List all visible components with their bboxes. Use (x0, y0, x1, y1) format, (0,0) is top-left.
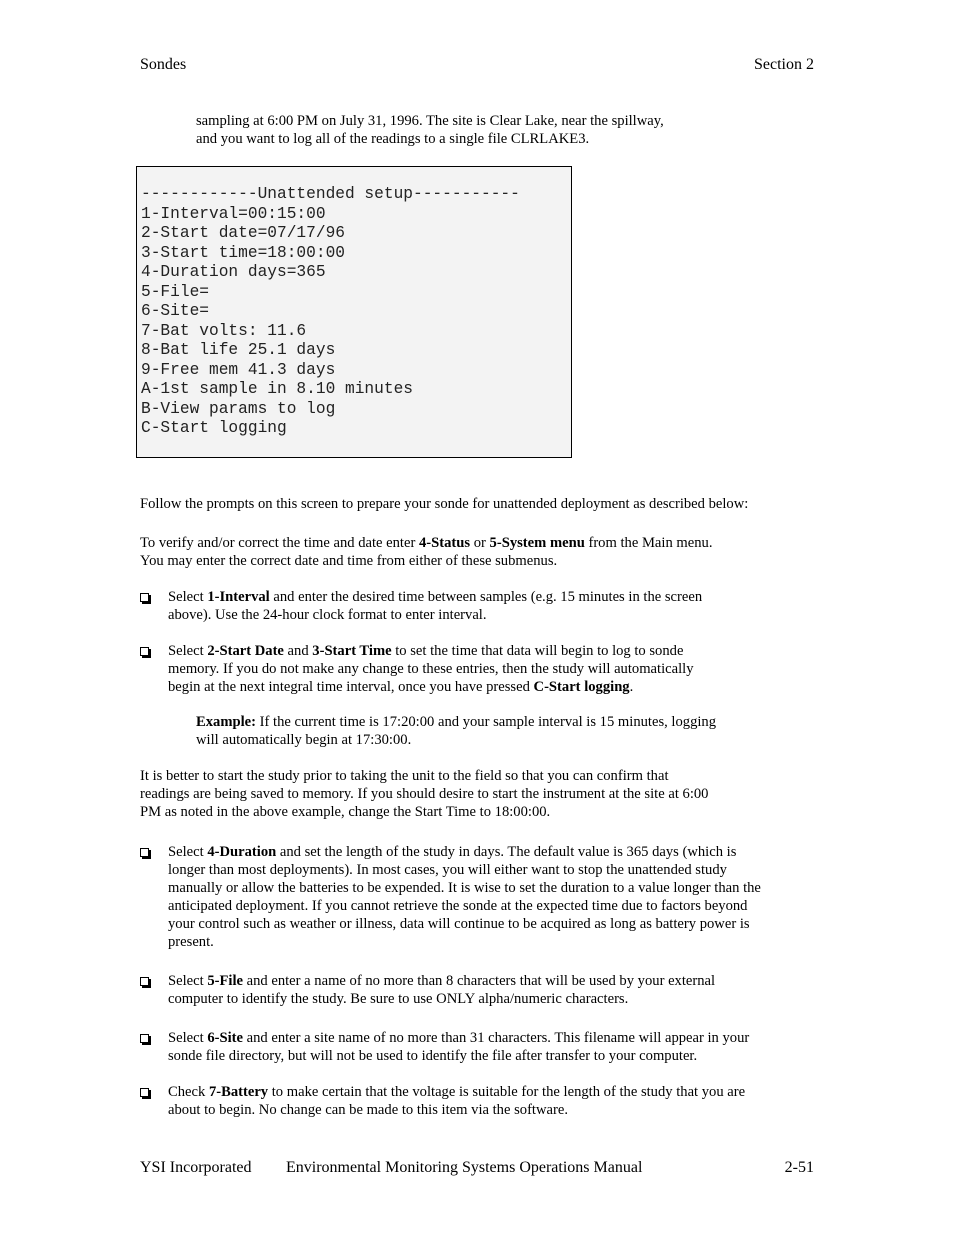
file-ref: 5-File (207, 973, 243, 989)
text: to make certain that the voltage is suitable for the length of the study that you are (268, 1084, 746, 1100)
bullet-line: about to begin. No change can be made to this item via the software. (168, 1102, 568, 1118)
checkbox-bullet-icon (140, 593, 149, 602)
follow-text: Follow the prompts on this screen to prepare your sonde for unattended deployment as described below: (140, 496, 749, 512)
checkbox-bullet-icon (140, 1034, 149, 1043)
bullet-battery (168, 1083, 745, 1119)
text: Select (168, 973, 208, 989)
bullet-interval (168, 588, 702, 624)
better-line: It is better to start the study prior to taking the unit to the field so that you can confirm that (140, 768, 669, 784)
bullet-line: above). Use the 24-hour clock format to enter interval. (168, 607, 487, 623)
text: If the current time is 17:20:00 and your sample interval is 15 minutes, logging (256, 714, 717, 730)
better-line: readings are being saved to memory. If you should desire to start the instrument at the site at 6:00 (140, 786, 709, 802)
interval-ref: 1-Interval (207, 589, 270, 605)
example-line: will automatically begin at 17:30:00. (196, 732, 412, 748)
bullet-start (168, 642, 694, 696)
bullet-line (168, 843, 761, 861)
checkbox-bullet-icon (140, 848, 149, 857)
intro-line: and you want to log all of the readings to a single file CLRLAKE3. (196, 131, 590, 147)
bullet-line (168, 678, 694, 696)
text: To verify and/or correct the time and date enter (140, 535, 419, 551)
duration-ref: 4-Duration (207, 844, 277, 860)
system-menu-ref: 5-System menu (489, 535, 585, 551)
example-label: Example: (196, 714, 256, 730)
start-date-ref: 2-Start Date (207, 643, 284, 659)
footer-company: YSI Incorporated (140, 1159, 252, 1176)
better-paragraph (140, 767, 708, 821)
example-line (196, 713, 716, 731)
terminal-line: B-View params to log (141, 399, 336, 418)
header-right: Section 2 (754, 56, 814, 73)
bullet-site (168, 1029, 749, 1065)
terminal-line: 4-Duration days=365 (141, 263, 326, 281)
text: Select (168, 589, 208, 605)
text: or (470, 535, 490, 551)
terminal-line: 8-Bat life 25.1 days (141, 341, 336, 359)
text: . (629, 679, 634, 695)
bullet-duration (168, 843, 761, 951)
checkbox-bullet-icon (140, 977, 149, 986)
text: Check (168, 1084, 209, 1100)
terminal-line: A-1st sample in 8.10 minutes (141, 380, 413, 398)
bullet-line: memory. If you do not make any change to these entries, then the study will automatically (168, 661, 694, 677)
text: Select (168, 1030, 208, 1046)
terminal-line: C-Start logging (141, 419, 287, 437)
text: and set the length of the study in days. The default value is 365 days (which is (276, 844, 737, 860)
bullet-line (168, 972, 715, 990)
verify-line-2: You may enter the correct date and time from either of these submenus. (140, 553, 558, 569)
verify-line-1 (140, 534, 712, 552)
intro-line: sampling at 6:00 PM on July 31, 1996. The site is Clear Lake, near the spillway, (196, 113, 664, 129)
text: Select (168, 844, 208, 860)
bullet-line: sonde file directory, but will not be used to identify the file after transfer to your computer. (168, 1048, 698, 1064)
bullet-line: your control such as weather or illness, data will continue to be acquired as long as battery power is (168, 916, 750, 932)
bullet-line: present. (168, 934, 214, 950)
checkbox-bullet-icon (140, 1088, 149, 1097)
battery-ref: 7-Battery (208, 1084, 269, 1100)
header-left: Sondes (140, 56, 187, 73)
better-line: PM as noted in the above example, change the Start Time to 18:00:00. (140, 804, 551, 820)
terminal-line: 7-Bat volts: 11.6 (141, 321, 307, 340)
start-logging-ref: C-Start logging (533, 679, 630, 695)
terminal-line: 6-Site= (141, 302, 209, 320)
terminal-line: 5-File= (141, 282, 209, 301)
bullet-line (168, 642, 694, 660)
example-paragraph (196, 713, 716, 749)
start-time-ref: 3-Start Time (312, 643, 392, 659)
text: Select (168, 643, 208, 659)
text: and enter a site name of no more than 31 characters. This filename will appear in your (242, 1030, 750, 1046)
terminal-line: 1-Interval=00:15:00 (141, 204, 326, 223)
intro-paragraph (196, 112, 664, 148)
terminal-line: ------------Unattended setup----------- (141, 185, 520, 203)
follow-paragraph (140, 495, 748, 513)
status-menu-ref: 4-Status (418, 535, 471, 551)
text: from the Main menu. (584, 535, 713, 551)
bullet-line: longer than most deployments). In most cases, you will either want to stop the unattended study (168, 862, 727, 878)
text: and enter the desired time between samples (e.g. 15 minutes in the screen (269, 589, 703, 605)
footer-page-number: 2-51 (784, 1159, 814, 1176)
bullet-file (168, 972, 715, 1008)
text: and (283, 643, 313, 659)
text: begin at the next integral time interval, once you have pressed (168, 679, 534, 695)
terminal-line: 3-Start time=18:00:00 (141, 243, 345, 262)
terminal-line: 9-Free mem 41.3 days (141, 360, 336, 379)
bullet-line (168, 1029, 749, 1047)
bullet-line (168, 1083, 745, 1101)
terminal-line: 2-Start date=07/17/96 (141, 224, 345, 242)
bullet-line: manually or allow the batteries to be expended. It is wise to set the duration to a value longer than the (168, 880, 761, 896)
footer-title: Environmental Monitoring Systems Operations Manual (286, 1159, 643, 1176)
bullet-line (168, 588, 702, 606)
text: to set the time that data will begin to log to sonde (391, 643, 684, 659)
verify-paragraph (140, 534, 712, 570)
unattended-setup-screen (136, 166, 572, 458)
text: and enter a name of no more than 8 characters that will be used by your external (242, 973, 716, 989)
bullet-line: anticipated deployment. If you cannot retrieve the sonde at the expected time due to factors beyond (168, 898, 748, 914)
checkbox-bullet-icon (140, 647, 149, 656)
site-ref: 6-Site (207, 1030, 243, 1046)
bullet-line: computer to identify the study. Be sure to use ONLY alpha/numeric characters. (168, 991, 629, 1007)
